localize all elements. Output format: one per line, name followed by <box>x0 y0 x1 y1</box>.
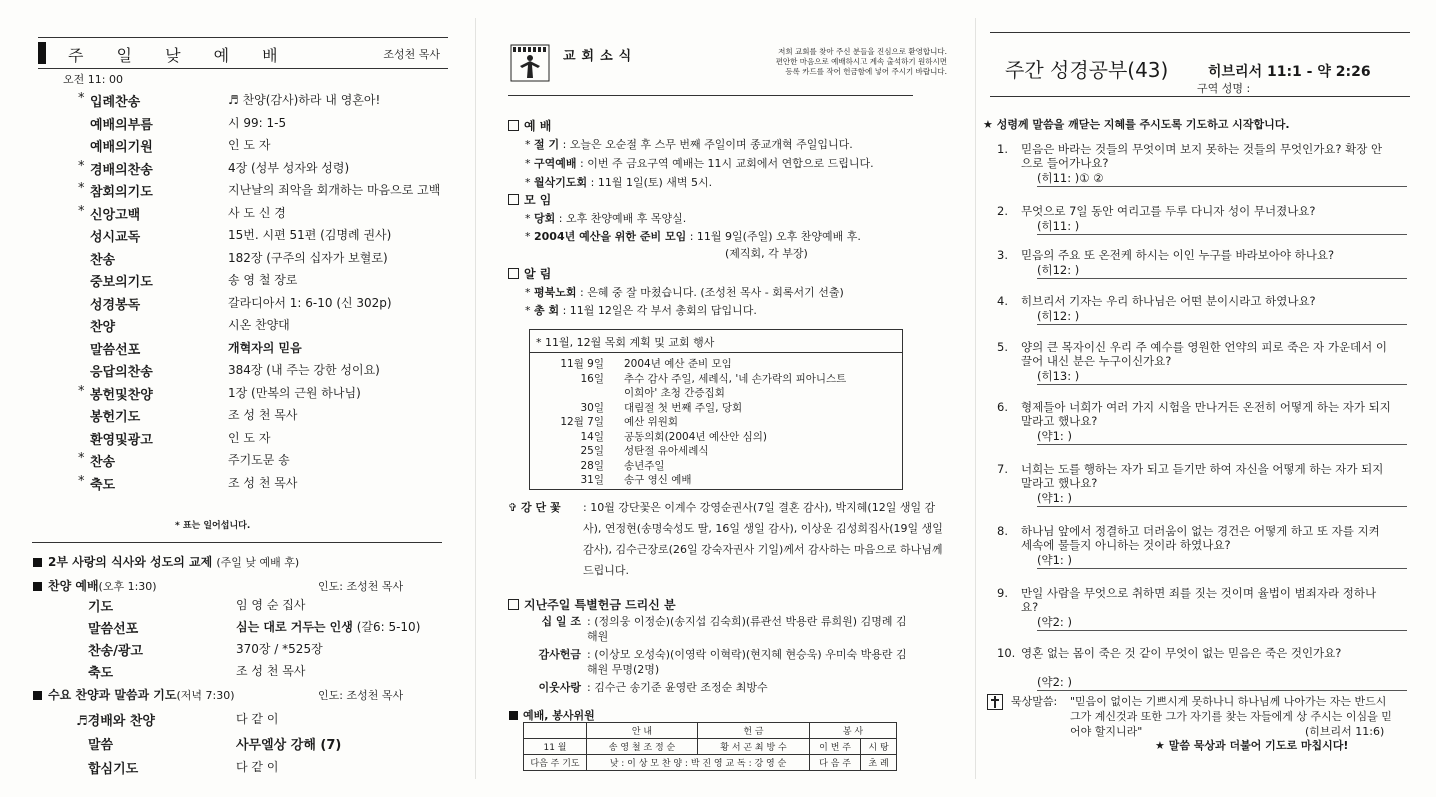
news-item-label: 월삭기도회 <box>534 176 588 189</box>
question-text: 믿음의 주요 또 온전케 하시는 이인 누구를 바라보아야 하나요? <box>1021 248 1335 262</box>
order-label: 찬송 <box>90 252 116 268</box>
worship-pastor: 조성천 목사 <box>383 48 440 61</box>
schedule-event: 추수 감사 주일, 세례식, '네 손가락의 피아니스트 <box>624 372 847 385</box>
order-value: 조 성 천 목사 <box>228 475 298 490</box>
order-value: 사 도 신 경 <box>228 205 286 220</box>
question-text: 무엇으로 7일 동안 여리고를 두루 다니자 성이 무너졌나요? <box>1021 204 1316 218</box>
question-text: 영혼 없는 몸이 죽은 것 같이 무엇이 없는 믿음은 죽은 것인가요? <box>1021 646 1342 660</box>
divider <box>990 96 1410 97</box>
question-number: 4. <box>997 294 1008 308</box>
part2-heading <box>33 553 299 570</box>
praise-value: 조 성 천 목사 <box>236 664 306 678</box>
order-item <box>78 361 458 381</box>
question-text: 믿음은 바라는 것들의 무엇이며 보지 못하는 것들의 무엇인가요? 확장 안으로 들어가나요? <box>1021 142 1383 170</box>
praise-leader: 인도: 조성천 목사 <box>318 580 404 593</box>
news-item-label: 당회 <box>534 212 556 225</box>
praise-label: 말씀선포 <box>88 622 139 637</box>
order-value: 인 도 자 <box>228 430 271 445</box>
wednesday-item <box>76 734 456 754</box>
order-item <box>78 384 458 404</box>
order-value: 갈라디아서 1: 6-10 (신 302p) <box>228 295 392 310</box>
praise-item <box>76 618 456 638</box>
order-item <box>78 339 458 359</box>
title-bar-mark <box>38 42 46 64</box>
schedule-box <box>529 329 903 490</box>
order-label: 신앙고백 <box>90 207 141 223</box>
table-cell: 봉 사 <box>810 723 897 739</box>
order-star: * <box>78 91 85 106</box>
news-item-label: 평북노회 <box>534 286 577 299</box>
worship-column <box>0 0 475 797</box>
checkbox-icon <box>508 599 519 610</box>
news-item: * 절 기 : 오늘은 오순절 후 스무 번째 주일이며 종교개혁 주일입니다. <box>525 138 853 151</box>
news-item-label: 절 기 <box>534 138 560 151</box>
church-crowd-icon <box>510 44 550 82</box>
order-item <box>78 226 458 246</box>
divider <box>32 542 442 543</box>
praise-item <box>76 640 456 660</box>
praise-value: 임 영 순 집사 <box>236 598 306 612</box>
wednesday-label: 합심기도 <box>88 762 139 777</box>
wednesday-value: 다 같 이 <box>236 712 279 726</box>
wednesday-time: (저녁 7:30) <box>176 689 235 702</box>
wednesday-label: ♬경배와 찬양 <box>76 714 155 729</box>
table-cell: 시 탕 <box>861 739 897 755</box>
order-label: 참회의기도 <box>90 185 153 200</box>
praise-value-wrap <box>236 618 420 635</box>
offering-text: : (이상모 오성숙)(이영락 이혁락)(현지혜 현승욱) 우미숙 박용란 김해원 무명(2명) <box>587 648 907 676</box>
welcome-line: 등록 카드를 작어 헌금함에 넣어 주시기 바랍니다. <box>785 67 947 76</box>
order-item <box>78 114 458 134</box>
order-star: * <box>78 473 85 489</box>
question-number: 1. <box>997 142 1008 156</box>
order-item <box>78 204 458 224</box>
table-cell: 다 음 주 <box>810 755 861 771</box>
study-intro: ★ 성령께 말씀을 깨닫는 지혜를 주시도록 기도하고 시작합니다. <box>983 118 1290 131</box>
welcome-line: 편안한 마음으로 예배하시고 계속 출석하기 원하시면 <box>775 57 947 66</box>
news-section-title: 알 림 <box>524 267 552 281</box>
schedule-date: 30일 <box>580 401 604 414</box>
table-cell: 안 내 <box>587 723 698 739</box>
service-title <box>509 707 595 723</box>
praise-value-wrap <box>236 662 305 679</box>
news-item: * 평북노회 : 은혜 중 잘 마쳤습니다. (조성천 목사 - 회록서기 선출) <box>525 286 844 299</box>
study-name-label: 구역 성명 : <box>1197 82 1251 95</box>
question-number: 6. <box>997 400 1008 414</box>
square-bullet-icon <box>33 558 42 567</box>
order-label: 봉헌및찬양 <box>90 387 153 403</box>
schedule-date: 16일 <box>580 372 604 385</box>
offering-label: 이웃사랑 <box>538 681 581 694</box>
order-label: 입례찬송 <box>90 95 141 110</box>
news-welcome <box>677 47 947 77</box>
welcome-line: 저희 교회를 찾아 주신 분들을 진심으로 환영합니다. <box>778 47 947 56</box>
checkbox-icon <box>508 120 519 131</box>
question-number: 5. <box>997 340 1008 354</box>
order-label: 경배의찬송 <box>90 162 153 178</box>
study-title: 주간 성경공부(43) <box>1005 58 1169 82</box>
news-item-text: : 11월 9일(주일) 오후 찬양예배 후. <box>686 230 861 243</box>
answer-blank: (히12: ) <box>1037 263 1080 277</box>
worship-time: 오전 11: 00 <box>63 73 123 86</box>
order-label: 응답의찬송 <box>90 365 153 380</box>
altar-flower-text: : 10월 강단꽃은 이계수 강영순권사(7일 결혼 감사), 박지혜(12일 생일 감사), 연정현(송명숙성도 딸, 16일 생일 감사), 이상운 김성희집사(19일 생일감사), 김수근장로(26일 강숙자권사 기일)께서 감사하는 마음으로 하나님께 드립니다. <box>583 501 943 577</box>
news-item: * 2004년 예산을 위한 준비 모임 : 11월 9일(주일) 오후 찬양예배 후. <box>525 230 861 243</box>
table-cell <box>524 723 587 739</box>
news-section-title: 예 배 <box>524 119 552 133</box>
order-label: 봉헌기도 <box>90 410 141 425</box>
table-cell: 이 번 주 <box>810 739 861 755</box>
question-text: 양의 큰 목자이신 우리 주 예수를 영원한 언약의 피로 죽은 자 가운데서 이끌어 내신 분은 누구이신가요? <box>1021 340 1388 368</box>
table-cell: 송 영 철 조 정 순 <box>587 739 698 755</box>
schedule-event: 송구 영신 예배 <box>624 474 692 486</box>
order-value: ♬ 찬양(감사)하라 내 영혼아! <box>228 93 381 107</box>
wednesday-title: 수요 찬양과 말씀과 기도 <box>48 688 177 702</box>
order-item <box>78 451 458 471</box>
checkbox-icon <box>508 194 519 205</box>
news-item: * 월삭기도회 : 11월 1일(토) 새벽 5시. <box>525 176 713 189</box>
meditation-text: "믿음이 없이는 기쁘시게 못하나니 하나님께 나아가는 자는 반드시 그가 계신것과 또한 그가 자기를 찾는 자들에게 상 주시는 이심을 믿어야 할지니라" <box>1070 695 1392 738</box>
order-item <box>78 474 458 494</box>
question-number: 7. <box>997 462 1008 476</box>
news-item: * 총 회 : 11월 12일은 각 부서 총회의 답입니다. <box>525 304 757 317</box>
bible-cross-icon <box>987 694 1003 710</box>
order-item <box>78 294 458 314</box>
praise-item <box>76 662 456 682</box>
divider <box>508 95 913 96</box>
order-item <box>78 91 458 111</box>
news-item: * 당회 : 오후 찬양예배 후 목양실. <box>525 212 687 225</box>
question-text: 너희는 도를 행하는 자가 되고 듣기만 하여 자신을 어떻게 하는 자가 되지 말라고 했나요? <box>1021 462 1384 490</box>
order-star: * <box>78 383 85 399</box>
study-reference: 히브리서 11:1 - 약 2:26 <box>1208 64 1371 80</box>
news-item-text: : 은혜 중 잘 마쳤습니다. (조성천 목사 - 회록서기 선출) <box>576 286 844 299</box>
news-section-heading <box>508 265 551 282</box>
square-bullet-icon <box>33 691 42 700</box>
answer-line <box>1037 690 1407 691</box>
question-number: 8. <box>997 524 1008 538</box>
offering-label: 감사헌금 <box>538 648 581 661</box>
order-label: 찬송 <box>90 455 116 470</box>
praise-heading <box>33 577 157 594</box>
order-label: 축도 <box>90 477 116 493</box>
wednesday-heading <box>33 686 235 703</box>
standing-note: * 표는 일어섭니다. <box>175 521 251 531</box>
praise-value: 370장 / *525장 <box>236 642 323 656</box>
news-item-text: : 이번 주 금요구역 예배는 11시 교회에서 연합으로 드립니다. <box>576 157 874 170</box>
news-item-continued: (제직회, 각 부장) <box>725 247 808 260</box>
answer-line <box>1037 568 1407 569</box>
news-column <box>475 0 975 797</box>
order-item <box>78 249 458 269</box>
question-text: 히브리서 기자는 우리 하나님은 어떤 분이시라고 하였나요? <box>1021 294 1316 308</box>
answer-blank: (약1: ) <box>1037 553 1072 567</box>
praise-title: 찬양 예배 <box>48 579 99 593</box>
news-item-text: : 11월 1일(토) 새벽 5시. <box>587 176 713 189</box>
order-label: 예배의기원 <box>90 140 153 155</box>
part2-note: (주일 낮 예배 후) <box>216 556 300 569</box>
service-table <box>523 722 897 771</box>
divider <box>990 32 1410 33</box>
answer-line <box>1037 506 1407 507</box>
order-value: 시 99: 1-5 <box>228 115 287 130</box>
schedule-date: 31일 <box>580 474 604 486</box>
answer-blank: (히11: )① ② <box>1037 171 1104 185</box>
meditation-label: 묵상말씀: <box>1011 695 1058 708</box>
closing-text: ★ 말씀 묵상과 더불어 기도로 마칩시다! <box>1155 739 1349 752</box>
wednesday-item <box>76 710 456 730</box>
offering-label: 십 일 조 <box>541 615 581 628</box>
offering-title: 지난주일 특별헌금 드리신 분 <box>524 598 676 612</box>
order-value: 4장 (성부 성자와 성령) <box>228 160 350 175</box>
meditation-reference: (히브리서 11:6) <box>1305 725 1385 738</box>
schedule-event: 이희아' 초청 간증집회 <box>624 387 725 399</box>
news-item-label: 2004년 예산을 위한 준비 모임 <box>534 230 687 243</box>
praise-time: (오후 1:30) <box>98 580 157 593</box>
praise-label: 찬송/광고 <box>88 644 143 659</box>
table-cell: 헌 금 <box>698 723 810 739</box>
answer-line <box>1037 186 1407 187</box>
checkbox-icon <box>508 268 519 279</box>
order-item <box>78 316 458 336</box>
question-number: 9. <box>997 586 1008 600</box>
news-section-title: 모 임 <box>524 193 552 207</box>
order-value: 주기도문 송 <box>228 453 290 467</box>
schedule-event: 성탄절 유아세례식 <box>624 445 709 457</box>
schedule-date: 14일 <box>580 430 604 443</box>
wednesday-item <box>76 758 456 778</box>
news-section-heading <box>508 117 551 134</box>
schedule-date: 12월 7일 <box>560 416 604 428</box>
order-value: 1장 (만복의 근원 하나님) <box>228 385 361 400</box>
news-item: * 구역예배 : 이번 주 금요구역 예배는 11시 교회에서 연합으로 드립니다. <box>525 157 874 170</box>
answer-line <box>1037 234 1407 235</box>
answer-blank: (약1: ) <box>1037 429 1072 443</box>
schedule-event: 송년주일 <box>624 459 665 472</box>
order-star: * <box>78 181 85 196</box>
schedule-date: 25일 <box>580 445 604 457</box>
offering-heading <box>508 596 676 613</box>
question-number: 10. <box>997 646 1016 660</box>
praise-extra: (갈6: 5-10) <box>352 620 421 634</box>
table-row <box>524 739 897 755</box>
order-star: * <box>78 158 85 174</box>
answer-line <box>1037 630 1407 631</box>
schedule-date: 11월 9일 <box>560 358 604 370</box>
order-item <box>78 136 458 156</box>
table-cell: 낮 : 이 상 모 찬 양 : 박 진 영 교 독 : 강 영 순 <box>587 755 810 771</box>
answer-blank: (약1: ) <box>1037 491 1072 505</box>
praise-value: 심는 대로 거두는 인생 <box>236 620 353 634</box>
news-item-text: : 오후 찬양예배 후 목양실. <box>555 212 687 225</box>
answer-line <box>1037 278 1407 279</box>
praise-label: 축도 <box>88 666 114 681</box>
worship-title-box <box>38 37 448 69</box>
bible-study-column <box>975 0 1436 797</box>
order-value: 시온 찬양대 <box>228 318 290 332</box>
offering-text: : (정의웅 이정순)(송지섭 김숙희)(류관선 박용란 류희원) 김명례 김해원 <box>587 615 907 643</box>
order-value: 182장 (구주의 십자가 보혈로) <box>228 250 388 265</box>
table-row <box>524 755 897 771</box>
wednesday-value: 사무엘상 강해 (7) <box>236 738 342 753</box>
answer-blank: (히11: ) <box>1037 219 1080 233</box>
divider <box>530 352 902 353</box>
order-label: 말씀선포 <box>90 342 141 358</box>
order-value: 지난날의 죄악을 회개하는 마음으로 고백 <box>228 183 441 197</box>
order-value: 384장 (내 주는 강한 성이요) <box>228 363 380 377</box>
news-item-text: : 11월 12일은 각 부서 총회의 답입니다. <box>559 304 757 317</box>
order-label: 성시교독 <box>90 230 141 245</box>
answer-blank: (약2: ) <box>1037 675 1072 689</box>
order-star: * <box>78 203 85 219</box>
order-item <box>78 159 458 179</box>
order-label: 환영및광고 <box>90 432 153 448</box>
news-item-text: : 오늘은 오순절 후 스무 번째 주일이며 종교개혁 주일입니다. <box>559 138 853 151</box>
schedule-event: 대림절 첫 번째 주일, 당회 <box>624 401 743 414</box>
praise-label: 기도 <box>88 600 114 615</box>
table-cell: 황 서 곤 최 방 수 <box>698 739 810 755</box>
order-label: 중보의기도 <box>90 275 153 290</box>
answer-line <box>1037 384 1407 385</box>
wednesday-leader: 인도: 조성천 목사 <box>318 689 404 702</box>
news-item-label: 총 회 <box>534 304 560 317</box>
order-value: 15번. 시편 51편 (김명례 권사) <box>228 228 392 242</box>
praise-item <box>76 596 456 616</box>
order-label: 성경봉독 <box>90 297 141 313</box>
order-label: 예배의부름 <box>90 117 153 133</box>
question-text: 하나님 앞에서 정결하고 더러움이 없는 경건은 어떻게 하고 또 자를 지켜 세속에 물들지 아니하는 것이라 하였나요? <box>1021 524 1380 552</box>
order-item <box>78 429 458 449</box>
wednesday-value: 다 같 이 <box>236 760 279 774</box>
praise-value-wrap <box>236 640 323 657</box>
answer-line <box>1037 444 1407 445</box>
order-star: * <box>78 451 85 466</box>
order-value: 조 성 천 목사 <box>228 408 298 422</box>
order-item <box>78 181 458 201</box>
table-row <box>524 723 897 739</box>
wednesday-label: 말씀 <box>88 738 114 753</box>
question-number: 3. <box>997 248 1008 262</box>
table-cell: 다음 주 기도 <box>524 755 587 771</box>
question-text: 만일 사람을 무엇으로 취하면 죄를 짓는 것이며 율법이 범죄자라 정하나요? <box>1021 586 1377 614</box>
schedule-title: * 11월, 12월 목회 계획 및 교회 행사 <box>536 336 715 349</box>
order-label: 찬양 <box>90 320 116 335</box>
worship-title: 주 일 낮 예 배 <box>68 46 292 65</box>
altar-flower-label: ✞ 강 단 꽃 <box>508 501 561 514</box>
news-section-heading <box>508 191 551 208</box>
order-item <box>78 271 458 291</box>
order-value: 인 도 자 <box>228 138 271 152</box>
question-text: 형제들아 너희가 여러 가지 시험을 만나거든 온전히 어떻게 하는 자가 되지 말라고 했나요? <box>1021 400 1391 428</box>
offering-text: : 김수근 송기준 윤영란 조정순 최방수 <box>587 681 768 694</box>
part2-title: 2부 사랑의 식사와 성도의 교제 <box>48 555 213 569</box>
schedule-event: 2004년 예산 준비 모임 <box>624 358 732 370</box>
answer-line <box>1037 324 1407 325</box>
square-bullet-icon <box>509 711 518 720</box>
table-cell: 초 례 <box>861 755 897 771</box>
order-value: 송 영 철 장로 <box>228 273 298 287</box>
schedule-date: 28일 <box>580 459 604 472</box>
question-number: 2. <box>997 204 1008 218</box>
praise-value-wrap <box>236 596 305 613</box>
table-cell: 11 월 <box>524 739 587 755</box>
news-title: 교회소식 <box>563 49 638 64</box>
schedule-event: 예산 위원회 <box>624 416 679 428</box>
square-bullet-icon <box>33 582 42 591</box>
news-item-label: 구역예배 <box>534 157 577 170</box>
schedule-event: 공동의회(2004년 예산안 심의) <box>624 430 768 443</box>
order-item <box>78 406 458 426</box>
answer-blank: (히13: ) <box>1037 369 1080 383</box>
answer-blank: (히12: ) <box>1037 309 1080 323</box>
service-title-text: 예배, 봉사위원 <box>523 709 595 722</box>
answer-blank: (약2: ) <box>1037 615 1072 629</box>
order-value: 개혁자의 믿음 <box>228 340 302 355</box>
